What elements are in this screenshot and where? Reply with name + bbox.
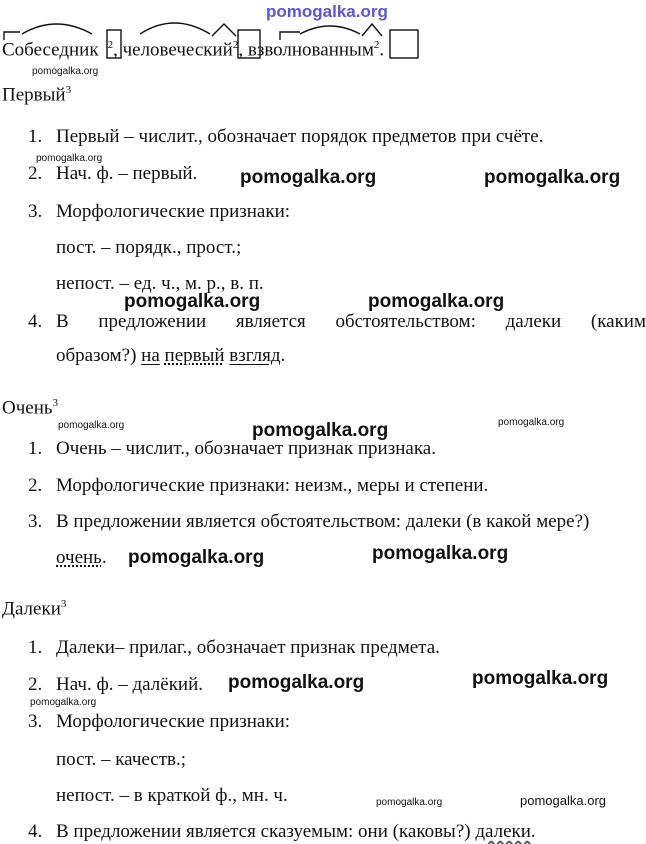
list-item-continuation: очень. (56, 547, 107, 568)
note-mark: 2 (373, 39, 380, 51)
list-item: Нач. ф. – первый. (56, 163, 198, 184)
word-vzvolnovannym: взволнованным (247, 39, 374, 61)
sub-line: пост. – порядк., прост.; (56, 237, 242, 258)
watermark-small: pomogalka.org (520, 793, 606, 808)
item-number: 1. (28, 438, 43, 459)
underlined-word: далеки (475, 821, 531, 842)
ending-box (390, 30, 418, 58)
underlined-word: на (141, 345, 160, 366)
list-item: Морфологические признаки: (56, 711, 291, 732)
watermark: pomogalka.org (368, 291, 505, 312)
watermark: pomogalka.org (124, 291, 261, 312)
sub-line: пост. – качеств.; (56, 749, 187, 770)
item-number: 4. (28, 821, 43, 842)
item-number: 4. (28, 311, 43, 332)
watermark: pomogalka.org (472, 668, 609, 689)
watermark-small: pomogalka.org (30, 697, 97, 708)
list-item: Морфологические признаки: (56, 201, 291, 222)
item-number: 3. (28, 511, 43, 532)
watermark-small: pomogalka.org (376, 797, 443, 808)
list-item: В предложении является сказуемым: они (каковы?) далеки. (56, 821, 536, 842)
item-number: 3. (28, 201, 43, 222)
watermark-small: pomogalka.org (36, 153, 103, 164)
watermark: pomogalka.org (252, 420, 389, 441)
item-number: 2. (28, 674, 43, 695)
list-item: Первый – числит., обозначает порядок предметов при счёте. (56, 126, 544, 147)
item-number: 1. (28, 126, 43, 147)
watermark-small: pomogalka.org (32, 66, 99, 77)
list-item: В предложении является обстоятельством: далеки (каким (56, 311, 646, 332)
sub-line: непост. – ед. ч., м. р., в. п. (56, 273, 264, 294)
list-item: Нач. ф. – далёкий. (56, 674, 204, 695)
underlined-word: первый (164, 345, 225, 366)
section-heading: Первый$^3$ (2, 84, 72, 106)
list-item-continuation: образом?) на первый взгляд. (56, 345, 286, 366)
item-number: 3. (28, 711, 43, 732)
watermark: pomogalka.org (484, 167, 621, 188)
morpheme-line: Собеседник $^2$, человеческий$^2$, взволнованным$^2$. (2, 39, 385, 61)
underlined-word: взгляд (229, 345, 281, 366)
watermark: pomogalka.org (240, 167, 377, 188)
word-chelovecheskiy: человеческий (122, 39, 233, 61)
list-item: В предложении является обстоятельством: далеки (в какой мере?) (56, 511, 590, 532)
watermark: pomogalka.org (128, 547, 265, 568)
watermark-small: pomogalka.org (498, 417, 565, 428)
note-mark: 2 (107, 39, 114, 51)
watermark: pomogalka.org (372, 543, 509, 564)
word-sobesednik: Собеседник (2, 39, 99, 61)
item-number: 2. (28, 163, 43, 184)
sub-line: непост. – в краткой ф., мн. ч. (56, 785, 288, 806)
list-item: Морфологические признаки: неизм., меры и степени. (56, 475, 489, 496)
item-number: 2. (28, 475, 43, 496)
underlined-word: очень (56, 547, 102, 568)
watermark-top: pomogalka.org (266, 2, 388, 21)
list-item: Очень – числит., обозначает признак признака. (56, 438, 436, 459)
section-heading: Далеки$^3$ (2, 598, 67, 620)
list-item: Далеки– прилаг., обозначает признак предмета. (56, 637, 440, 658)
note-mark: 2 (232, 39, 239, 51)
section-heading: Очень$^3$ (2, 397, 59, 419)
watermark: pomogalka.org (228, 672, 365, 693)
watermark-small: pomogalka.org (58, 420, 125, 431)
item-number: 1. (28, 637, 43, 658)
